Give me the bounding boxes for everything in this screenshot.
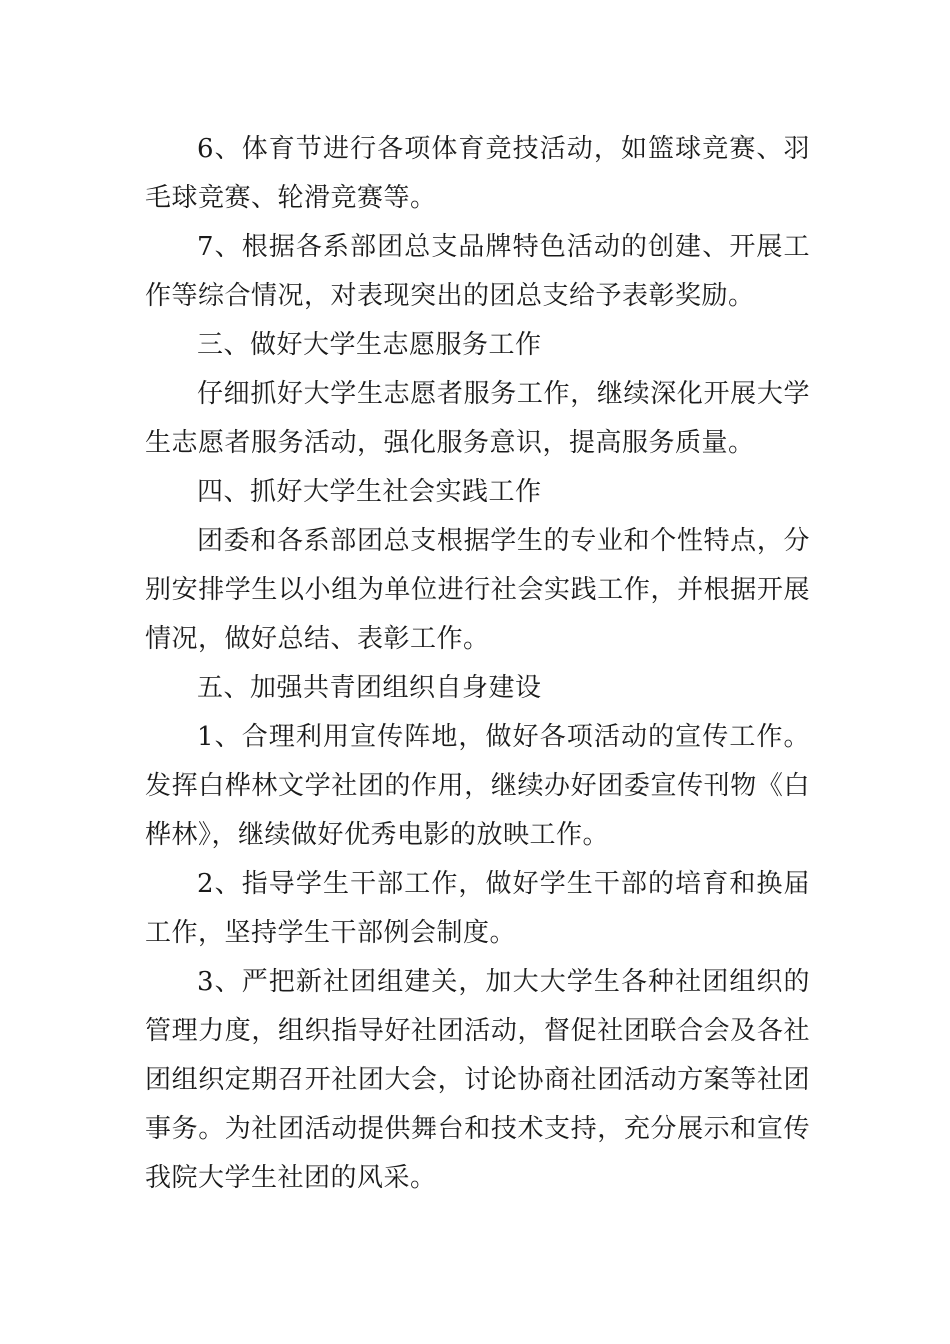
section-heading-3: 三、做好大学生志愿服务工作 bbox=[197, 330, 542, 360]
paragraph-item-1: 1、合理利用宣传阵地，做好各项活动的宣传工作。发挥白桦林文学社团的作用，继续办好团委宣传刊物《白桦林》，继续做好优秀电影的放映工作。 bbox=[145, 722, 810, 850]
paragraph-item-7: 7、根据各系部团总支品牌特色活动的创建、开展工作等综合情况，对表现突出的团总支给予表彰奖励。 bbox=[145, 232, 810, 311]
paragraph-item-3: 3、严把新社团组建关，加大大学生各种社团组织的管理力度，组织指导好社团活动，督促社团联合会及各社团组织定期召开社团大会，讨论协商社团活动方案等社团事务。为社团活动提供舞台和技术支持，充分展示和宣传我院大学生社团的风采。 bbox=[145, 967, 810, 1193]
section-heading-5: 五、加强共青团组织自身建设 bbox=[197, 673, 542, 703]
paragraph-item-2: 2、指导学生干部工作，做好学生干部的培育和换届工作，坚持学生干部例会制度。 bbox=[145, 869, 810, 948]
paragraph-social-practice: 团委和各系部团总支根据学生的专业和个性特点，分别安排学生以小组为单位进行社会实践工作，并根据开展情况，做好总结、表彰工作。 bbox=[145, 526, 810, 654]
document-body bbox=[145, 125, 810, 1203]
section-heading-4: 四、抓好大学生社会实践工作 bbox=[197, 477, 542, 507]
paragraph-volunteer-service: 仔细抓好大学生志愿者服务工作，继续深化开展大学生志愿者服务活动，强化服务意识，提高服务质量。 bbox=[145, 379, 810, 458]
paragraph-item-6: 6、体育节进行各项体育竞技活动，如篮球竞赛、羽毛球竞赛、轮滑竞赛等。 bbox=[145, 134, 810, 213]
